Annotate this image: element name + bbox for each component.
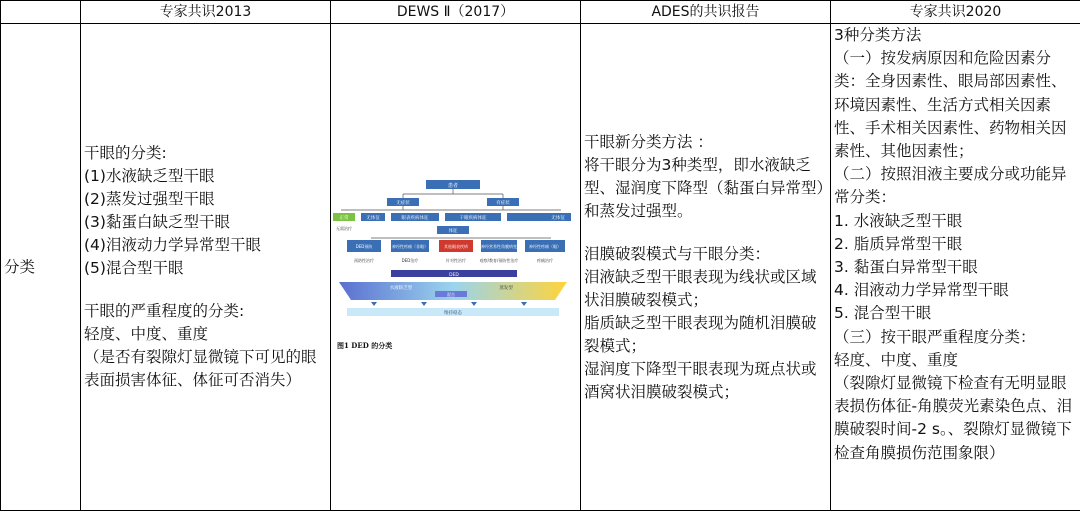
c2020-item: 2. 脂质异常型干眼: [834, 234, 963, 253]
node-non-ocular-label: 无体征: [366, 215, 380, 221]
node-management-label: 维持稳态: [444, 310, 462, 316]
cell-2013: [81, 24, 331, 511]
node-no-sign-2-label: 无体征: [551, 215, 565, 221]
node-normal-label: 正常: [339, 215, 349, 221]
classification-title: 干眼的分类:: [84, 144, 167, 162]
header-ades: ADES的共识报告: [581, 1, 831, 24]
cell-ades: [581, 24, 831, 511]
cell-2020: [831, 24, 1080, 511]
c2020-p5: 轻度、中度、重度: [834, 350, 959, 369]
ades-line3: 泪膜破裂模式与干眼分类：: [584, 244, 771, 263]
node-no-treat-label: 无需治疗: [336, 225, 352, 231]
node-has-symptom-label: 有症状: [496, 200, 510, 206]
header-empty: [1, 1, 81, 24]
dews-figure: [331, 24, 580, 510]
c2020-p3: （二）按照泪液主要成分或功能异常分类：: [834, 165, 1067, 207]
c2020-item: 1. 水液缺乏型干眼: [834, 211, 963, 230]
node-no-symptom-label: 无症状: [396, 200, 410, 206]
ded-classification-diagram: [331, 178, 575, 328]
node-a3-label: 其他眼表疾病: [444, 243, 468, 249]
node-dryeye-sign-label: 干眼疾病体征: [459, 215, 487, 221]
node-patient-label: 患者: [447, 182, 459, 189]
node-mixed-label: 混合: [447, 291, 455, 297]
node-t2-label: DED治疗: [401, 257, 419, 263]
severity-note: （是否有裂隙灯显微镜下可见的眼表面损害体征、体征可否消失）: [84, 348, 317, 389]
header-2013: 专家共识2013: [81, 1, 331, 24]
header-dews: DEWS Ⅱ（2017）: [331, 1, 581, 24]
row-label: 分类: [1, 24, 81, 511]
c2020-p6: （裂隙灯显微镜下检查有无明显眼表损伤体征-角膜荧光素染色点、泪膜破裂时间-2 s。、裂隙灯显微镜下检查角膜损伤范围象限）: [834, 374, 1073, 462]
severity-levels: 轻度、中度、重度: [84, 325, 209, 343]
node-t3-label: 针对性治疗: [446, 257, 466, 263]
type-item: (1)水液缺乏型干眼: [84, 167, 215, 185]
c2020-item: 4. 泪液动力学异常型干眼: [834, 281, 1009, 300]
ades-line1: 干眼新分类方法 ：: [584, 132, 713, 151]
c2020-p2: （一）按发病原因和危险因素分类：全身因素性、眼局部因素性、环境因素性、生活方式相关因素性、手术相关因素性、药物相关因素性、其他因素性；: [834, 49, 1067, 161]
node-aqueous-label: 水液缺乏型: [389, 285, 413, 291]
header-row: [1, 1, 1080, 24]
type-item: (5)混合型干眼: [84, 259, 184, 277]
node-a1-label: DED预防: [355, 243, 373, 249]
ades-line6: 湿润度下降型干眼表现为斑点状或酒窝状泪膜破裂模式；: [584, 359, 817, 401]
cell-dews: [331, 24, 581, 511]
severity-title: 干眼的严重程度的分类:: [84, 302, 245, 320]
node-t5-label: 疼痛治疗: [537, 257, 553, 263]
type-item: (2)蒸发过强型干眼: [84, 190, 215, 208]
ades-line4: 泪液缺乏型干眼表现为线状或区域状泪膜破裂模式；: [584, 267, 817, 309]
node-ocular-surface-label: 眼表疾病体征: [401, 215, 429, 221]
node-a5-label: 神经性疼痛（眼）: [529, 243, 561, 249]
ades-line5: 脂质缺乏型干眼表现为随机泪膜破裂模式；: [584, 313, 817, 355]
classification-row: [1, 24, 1080, 511]
c2020-item: 5. 混合型干眼: [834, 304, 932, 323]
node-a4-label: 神经营养性角膜病变: [481, 243, 517, 249]
ades-line2: 将干眼分为3种类型，即水液缺乏型、湿润度下降型（黏蛋白异常型）和蒸发过强型。: [584, 155, 825, 220]
node-a2-label: 神经性疼痛（非眼）: [392, 243, 428, 249]
type-item: (4)泪液动力学异常型干眼: [84, 236, 261, 254]
c2020-item: 3. 黏蛋白异常型干眼: [834, 258, 978, 277]
c2020-p4: （三）按干眼严重程度分类：: [834, 327, 1036, 346]
node-ded-label: DED: [449, 272, 459, 278]
figure-caption: 图1 DED 的分类: [337, 340, 393, 350]
node-evap-label: 蒸发型: [499, 285, 513, 291]
header-2020: 专家共识2020: [831, 1, 1080, 24]
node-t1-label: 预防性治疗: [354, 257, 374, 263]
node-sign-label: 体征: [448, 228, 458, 234]
node-t4-label: 观察/教育/预防性治疗: [479, 257, 519, 263]
c2020-p1: 3种分类方法: [834, 26, 922, 44]
type-item: (3)黏蛋白缺乏型干眼: [84, 213, 230, 231]
